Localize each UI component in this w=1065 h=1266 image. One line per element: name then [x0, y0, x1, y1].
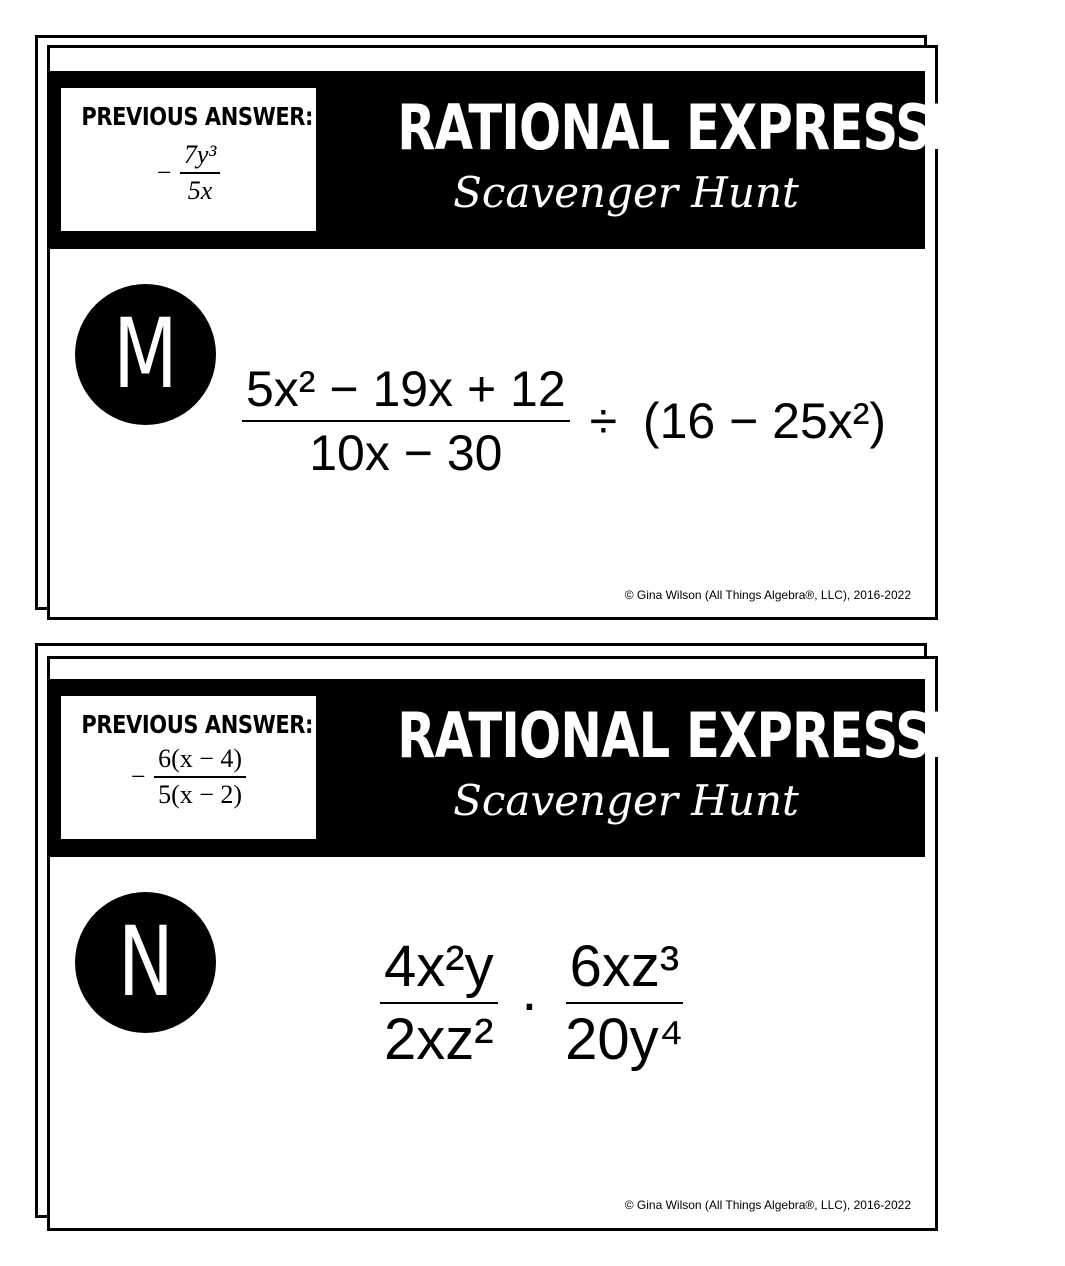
divide-operator: ÷: [589, 393, 618, 449]
problem-numerator: 5x² − 19x + 12: [242, 360, 570, 422]
previous-answer-numerator: 6(x − 4): [154, 744, 246, 778]
card-letter: N: [117, 906, 174, 1018]
card-letter: M: [113, 298, 178, 410]
card-letter-badge: [75, 892, 216, 1033]
problem-expression: [380, 933, 688, 1073]
problem-expression: [242, 360, 892, 482]
scavenger-card-m: [0, 0, 1065, 602]
copyright-notice: © Gina Wilson (All Things Algebra®, LLC), 2016-2022: [624, 588, 911, 602]
problem-divisor: (16 − 25x²): [642, 393, 887, 449]
worksheet-title: RATIONAL EXPRESSIONS: [397, 91, 1065, 164]
previous-answer-label: PREVIOUS ANSWER:: [81, 710, 314, 739]
problem-denominator: 10x − 30: [309, 425, 503, 481]
previous-answer-sign: −: [156, 158, 172, 187]
card-header: [47, 679, 1065, 857]
worksheet-subtitle: Scavenger Hunt: [453, 168, 799, 217]
card-header: [47, 71, 1065, 249]
previous-answer-value: [61, 140, 316, 206]
previous-answer-fraction: [180, 140, 220, 206]
problem-denominator-left: 2xz²: [384, 1007, 494, 1072]
card-letter-badge: [75, 284, 216, 425]
previous-answer-label: PREVIOUS ANSWER:: [81, 102, 314, 131]
copyright-notice: © Gina Wilson (All Things Algebra®, LLC), 2016-2022: [624, 1198, 911, 1212]
previous-answer-value: [61, 744, 316, 810]
previous-answer-denominator: 5x: [187, 176, 213, 205]
problem-numerator-right: 6xz³: [566, 933, 684, 1004]
previous-answer-denominator: 5(x − 2): [158, 780, 243, 809]
previous-answer-box: [61, 88, 316, 231]
scavenger-card-n: [0, 608, 1065, 1212]
problem-denominator-right: 20y⁴: [565, 1007, 684, 1072]
problem-fraction: [242, 360, 570, 482]
previous-answer-box: [61, 696, 316, 839]
problem-numerator-left: 4x²y: [380, 933, 498, 1004]
worksheet-subtitle: Scavenger Hunt: [453, 776, 799, 825]
previous-answer-sign: −: [130, 762, 146, 791]
previous-answer-fraction: [154, 744, 246, 810]
previous-answer-numerator: 7y³: [180, 140, 220, 174]
multiply-operator: ·: [519, 970, 540, 1036]
problem-fraction-right: [561, 933, 687, 1073]
worksheet-title: RATIONAL EXPRESSIONS: [397, 699, 1065, 772]
problem-fraction-left: [380, 933, 498, 1073]
